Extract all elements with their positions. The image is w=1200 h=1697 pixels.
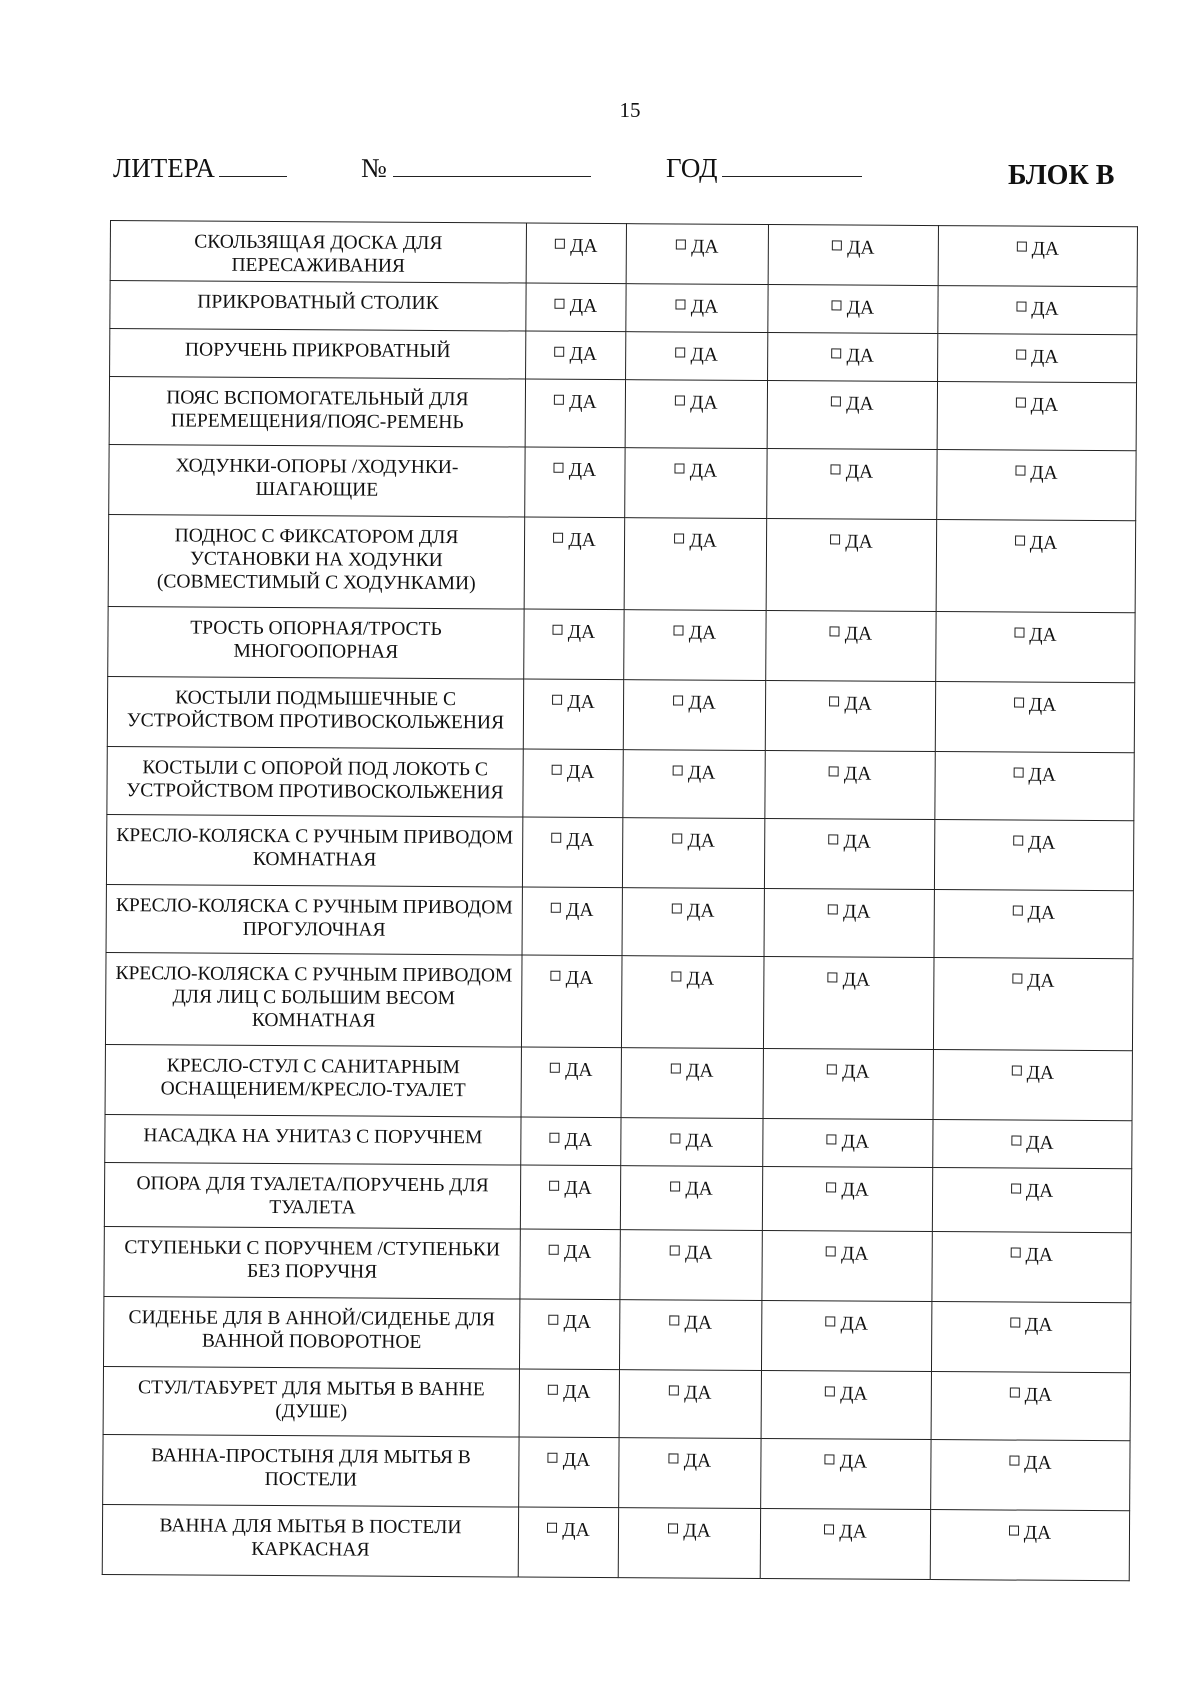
- yes-checkbox[interactable]: [1016, 350, 1026, 360]
- yes-option-cell: [763, 957, 934, 1050]
- yes-option-cell: [620, 1230, 762, 1301]
- yes-option-cell: [936, 612, 1135, 683]
- yes-checkbox[interactable]: [549, 1315, 559, 1325]
- yes-option-cell: [626, 284, 768, 333]
- yes-label: ДА: [1023, 1522, 1052, 1544]
- equipment-name: ХОДУНКИ-ОПОРЫ /ХОДУНКИ-ШАГАЮЩИЕ: [109, 444, 525, 517]
- yes-option-cell: [621, 1118, 763, 1167]
- table-row: [103, 1296, 1130, 1372]
- yes-label: ДА: [1030, 346, 1059, 368]
- table-row: [103, 1434, 1130, 1510]
- equipment-name: ВАННА-ПРОСТЫНЯ ДЛЯ МЫТЬЯ В ПОСТЕЛИ: [103, 1434, 519, 1507]
- table-row: [104, 1162, 1131, 1232]
- litera-blank-line[interactable]: [219, 150, 287, 177]
- yes-checkbox[interactable]: [549, 1245, 559, 1255]
- yes-label: ДА: [684, 1242, 713, 1264]
- yes-option-cell: [932, 1168, 1131, 1233]
- yes-label: ДА: [689, 460, 718, 482]
- yes-checkbox[interactable]: [552, 833, 562, 843]
- yes-checkbox[interactable]: [553, 625, 563, 635]
- yes-checkbox[interactable]: [827, 1134, 837, 1144]
- yes-checkbox[interactable]: [1010, 1388, 1020, 1398]
- yes-label: ДА: [564, 1129, 593, 1151]
- yes-option-cell: [519, 1369, 619, 1438]
- yes-option-cell: [521, 1117, 621, 1166]
- yes-checkbox[interactable]: [1015, 536, 1025, 546]
- yes-label: ДА: [688, 622, 717, 644]
- yes-label: ДА: [686, 968, 715, 990]
- year-field: [666, 150, 862, 184]
- yes-option-cell: [522, 817, 622, 888]
- yes-option-cell: [762, 1167, 932, 1232]
- yes-option-cell: [621, 1048, 763, 1119]
- litera-label: ЛИТЕРА: [113, 153, 215, 183]
- yes-option-cell: [526, 283, 626, 332]
- block-label: БЛОК В: [1008, 160, 1115, 191]
- yes-label: ДА: [1027, 832, 1056, 854]
- yes-checkbox[interactable]: [675, 395, 685, 405]
- yes-option-cell: [764, 889, 934, 958]
- yes-label: ДА: [687, 830, 715, 852]
- yes-option-cell: [937, 450, 1136, 521]
- yes-checkbox[interactable]: [1009, 1526, 1019, 1536]
- yes-label: ДА: [562, 1519, 590, 1541]
- yes-checkbox[interactable]: [1016, 398, 1026, 408]
- yes-label: ДА: [1025, 1244, 1053, 1266]
- yes-option-cell: [763, 1049, 933, 1120]
- yes-checkbox[interactable]: [825, 1386, 835, 1396]
- yes-checkbox[interactable]: [670, 1245, 680, 1255]
- yes-option-cell: [626, 332, 768, 381]
- table-row: [104, 1226, 1131, 1302]
- yes-option-cell: [761, 1371, 931, 1440]
- yes-checkbox[interactable]: [671, 1063, 681, 1073]
- yes-option-cell: [766, 611, 936, 682]
- yes-option-cell: [767, 449, 937, 520]
- table-row: [110, 281, 1137, 335]
- yes-label: ДА: [566, 761, 595, 783]
- yes-option-cell: [935, 682, 1134, 753]
- yes-checkbox[interactable]: [670, 1181, 680, 1191]
- yes-label: ДА: [689, 530, 717, 552]
- table-row: [103, 1366, 1130, 1440]
- yes-checkbox[interactable]: [829, 696, 839, 706]
- table-row: [108, 514, 1136, 612]
- yes-label: ДА: [690, 296, 719, 318]
- yes-checkbox[interactable]: [671, 1133, 681, 1143]
- yes-option-cell: [938, 286, 1137, 335]
- yes-option-cell: [938, 226, 1137, 287]
- equipment-name: НАСАДКА НА УНИТАЗ С ПОРУЧНЕМ: [105, 1114, 521, 1165]
- yes-option-cell: [763, 1119, 933, 1168]
- yes-option-cell: [930, 1510, 1129, 1581]
- yes-checkbox[interactable]: [831, 348, 841, 358]
- equipment-name: КРЕСЛО-КОЛЯСКА С РУЧНЫМ ПРИВОДОМ ПРОГУЛОЧНАЯ: [106, 884, 522, 955]
- yes-checkbox[interactable]: [829, 766, 839, 776]
- yes-checkbox[interactable]: [554, 395, 564, 405]
- yes-option-cell: [521, 1047, 621, 1118]
- equipment-name: СТУПЕНЬКИ С ПОРУЧНЕМ /СТУПЕНЬКИ БЕЗ ПОРУЧНЯ: [104, 1226, 520, 1299]
- yes-label: ДА: [841, 1131, 870, 1153]
- yes-option-cell: [765, 751, 935, 820]
- yes-option-cell: [931, 1302, 1130, 1373]
- yes-option-cell: [520, 1165, 620, 1230]
- yes-checkbox[interactable]: [674, 625, 684, 635]
- equipment-name: ОПОРА ДЛЯ ТУАЛЕТА/ПОРУЧЕНЬ ДЛЯ ТУАЛЕТА: [104, 1162, 520, 1229]
- yes-option-cell: [523, 679, 623, 750]
- yes-label: ДА: [569, 343, 597, 365]
- yes-checkbox[interactable]: [676, 239, 686, 249]
- yes-checkbox[interactable]: [827, 1064, 837, 1074]
- yes-checkbox[interactable]: [824, 1524, 834, 1534]
- number-field: [361, 150, 591, 184]
- yes-option-cell: [624, 518, 767, 611]
- yes-label: ДА: [567, 691, 595, 713]
- yes-label: ДА: [684, 1312, 713, 1334]
- yes-checkbox[interactable]: [1012, 974, 1022, 984]
- table-row: [109, 444, 1136, 520]
- yes-label: ДА: [1026, 1062, 1055, 1084]
- yes-checkbox[interactable]: [555, 299, 565, 309]
- yes-checkbox[interactable]: [673, 695, 683, 705]
- yes-checkbox[interactable]: [670, 1315, 680, 1325]
- yes-label: ДА: [1029, 532, 1058, 554]
- yes-option-cell: [618, 1508, 760, 1579]
- yes-label: ДА: [844, 693, 872, 715]
- equipment-name: КРЕСЛО-КОЛЯСКА С РУЧНЫМ ПРИВОДОМ ДЛЯ ЛИЦ С БОЛЬШИМ ВЕСОМ КОМНАТНАЯ: [105, 952, 522, 1047]
- yes-checkbox[interactable]: [550, 1063, 560, 1073]
- yes-option-cell: [525, 447, 625, 518]
- yes-label: ДА: [691, 236, 719, 258]
- yes-label: ДА: [690, 344, 718, 366]
- yes-checkbox[interactable]: [1011, 1184, 1021, 1194]
- equipment-name: ПОДНОС С ФИКСАТОРОМ ДЛЯ УСТАНОВКИ НА ХОДУНКИ (СОВМЕСТИМЫЙ С ХОДУНКАМИ): [108, 514, 525, 609]
- yes-label: ДА: [839, 1521, 867, 1543]
- yes-label: ДА: [563, 1381, 591, 1403]
- yes-option-cell: [623, 750, 765, 819]
- yes-option-cell: [518, 1507, 618, 1578]
- yes-option-cell: [524, 609, 624, 680]
- yes-label: ДА: [843, 901, 871, 923]
- yes-checkbox[interactable]: [828, 972, 838, 982]
- yes-checkbox[interactable]: [1009, 1456, 1019, 1466]
- yes-option-cell: [619, 1438, 761, 1509]
- table-row: [107, 676, 1134, 752]
- table-row: [110, 329, 1137, 383]
- yes-label: ДА: [683, 1520, 711, 1542]
- yes-option-cell: [619, 1300, 761, 1371]
- yes-checkbox[interactable]: [552, 765, 562, 775]
- yes-checkbox[interactable]: [1014, 698, 1024, 708]
- yes-option-cell: [623, 680, 765, 751]
- yes-option-cell: [762, 1231, 932, 1302]
- yes-label: ДА: [1024, 1314, 1053, 1336]
- yes-checkbox[interactable]: [554, 463, 564, 473]
- yes-label: ДА: [840, 1243, 869, 1265]
- yes-option-cell: [767, 381, 937, 450]
- yes-option-cell: [519, 1437, 619, 1508]
- yes-label: ДА: [1024, 1384, 1053, 1406]
- equipment-name: ТРОСТЬ ОПОРНАЯ/ТРОСТЬ МНОГООПОРНАЯ: [108, 606, 524, 679]
- yes-label: ДА: [1027, 902, 1056, 924]
- yes-option-cell: [521, 955, 622, 1048]
- yes-option-cell: [626, 224, 768, 285]
- yes-label: ДА: [685, 1178, 713, 1200]
- yes-checkbox[interactable]: [831, 396, 841, 406]
- yes-option-cell: [938, 334, 1137, 383]
- yes-label: ДА: [565, 967, 594, 989]
- yes-option-cell: [768, 225, 938, 286]
- yes-checkbox[interactable]: [555, 239, 565, 249]
- yes-checkbox[interactable]: [831, 464, 841, 474]
- yes-label: ДА: [845, 461, 874, 483]
- yes-label: ДА: [846, 345, 874, 367]
- yes-checkbox[interactable]: [553, 533, 563, 543]
- equipment-name: КРЕСЛО-СТУЛ С САНИТАРНЫМ ОСНАЩЕНИЕМ/КРЕСЛО-ТУАЛЕТ: [105, 1044, 521, 1117]
- yes-label: ДА: [1029, 624, 1057, 646]
- yes-checkbox[interactable]: [668, 1523, 678, 1533]
- yes-checkbox[interactable]: [832, 240, 842, 250]
- yes-label: ДА: [1028, 764, 1056, 786]
- yes-label: ДА: [1026, 1132, 1054, 1154]
- equipment-name: КОСТЫЛИ ПОДМЫШЕЧНЫЕ С УСТРОЙСТВОМ ПРОТИВОСКОЛЬЖЕНИЯ: [107, 676, 523, 749]
- number-label: №: [361, 153, 387, 183]
- yes-label: ДА: [690, 392, 718, 414]
- table-row: [105, 1114, 1132, 1168]
- yes-checkbox[interactable]: [1012, 1066, 1022, 1076]
- yes-checkbox[interactable]: [547, 1523, 557, 1533]
- yes-label: ДА: [842, 969, 871, 991]
- year-label: ГОД: [666, 153, 718, 183]
- year-blank-line[interactable]: [722, 150, 862, 177]
- yes-label: ДА: [843, 831, 871, 853]
- yes-checkbox[interactable]: [673, 765, 683, 775]
- yes-option-cell: [760, 1508, 930, 1579]
- equipment-name: ПОРУЧЕНЬ ПРИКРОВАТНЫЙ: [110, 329, 526, 380]
- equipment-name: ПРИКРОВАТНЫЙ СТОЛИК: [110, 281, 526, 332]
- yes-option-cell: [765, 681, 935, 752]
- yes-label: ДА: [565, 1059, 593, 1081]
- yes-label: ДА: [563, 1311, 592, 1333]
- yes-checkbox[interactable]: [672, 833, 682, 843]
- yes-option-cell: [761, 1301, 931, 1372]
- table-row: [107, 746, 1134, 820]
- yes-option-cell: [935, 752, 1134, 821]
- litera-field: [113, 150, 287, 184]
- yes-option-cell: [934, 820, 1133, 891]
- yes-checkbox[interactable]: [1016, 302, 1026, 312]
- yes-option-cell: [620, 1166, 762, 1231]
- yes-checkbox[interactable]: [548, 1453, 558, 1463]
- yes-option-cell: [768, 333, 938, 382]
- yes-option-cell: [768, 285, 938, 334]
- yes-label: ДА: [845, 531, 873, 553]
- yes-checkbox[interactable]: [1015, 466, 1025, 476]
- yes-option-cell: [625, 380, 767, 449]
- yes-checkbox[interactable]: [1010, 1248, 1020, 1258]
- yes-label: ДА: [566, 899, 594, 921]
- yes-checkbox[interactable]: [552, 695, 562, 705]
- equipment-name: ВАННА ДЛЯ МЫТЬЯ В ПОСТЕЛИ КАРКАСНАЯ: [102, 1504, 518, 1577]
- yes-label: ДА: [566, 829, 594, 851]
- yes-checkbox[interactable]: [828, 904, 838, 914]
- yes-label: ДА: [841, 1179, 869, 1201]
- yes-checkbox[interactable]: [830, 534, 840, 544]
- yes-checkbox[interactable]: [826, 1182, 836, 1192]
- yes-label: ДА: [564, 1177, 592, 1199]
- yes-option-cell: [933, 958, 1133, 1051]
- yes-option-cell: [624, 610, 766, 681]
- yes-option-cell: [933, 1050, 1132, 1121]
- yes-label: ДА: [1030, 394, 1059, 416]
- yes-option-cell: [621, 956, 764, 1049]
- yes-option-cell: [936, 520, 1136, 613]
- yes-checkbox[interactable]: [826, 1316, 836, 1326]
- yes-checkbox[interactable]: [1017, 242, 1027, 252]
- yes-option-cell: [934, 890, 1133, 959]
- yes-option-cell: [937, 382, 1136, 451]
- yes-checkbox[interactable]: [549, 1181, 559, 1191]
- equipment-table-body: [102, 221, 1137, 1581]
- yes-label: ДА: [1031, 298, 1059, 320]
- yes-label: ДА: [846, 393, 874, 415]
- yes-label: ДА: [569, 391, 597, 413]
- yes-option-cell: [526, 223, 626, 284]
- page-number: 15: [619, 98, 641, 122]
- yes-label: ДА: [567, 621, 596, 643]
- yes-checkbox[interactable]: [1010, 1318, 1020, 1328]
- yes-label: ДА: [843, 763, 872, 785]
- yes-option-cell: [931, 1440, 1130, 1511]
- yes-label: ДА: [1025, 1180, 1054, 1202]
- yes-option-cell: [523, 749, 623, 818]
- yes-label: ДА: [570, 235, 598, 257]
- yes-option-cell: [933, 1120, 1132, 1169]
- yes-checkbox[interactable]: [548, 1385, 558, 1395]
- yes-checkbox[interactable]: [1014, 628, 1024, 638]
- yes-label: ДА: [686, 1060, 714, 1082]
- yes-option-cell: [764, 819, 934, 890]
- yes-label: ДА: [1027, 970, 1055, 992]
- yes-checkbox[interactable]: [676, 299, 686, 309]
- table-row: [105, 1044, 1132, 1120]
- yes-label: ДА: [687, 900, 715, 922]
- equipment-name: СКОЛЬЗЯЩАЯ ДОСКА ДЛЯ ПЕРЕСАЖИВАНИЯ: [110, 221, 526, 284]
- yes-label: ДА: [683, 1450, 712, 1472]
- table-row: [102, 1504, 1129, 1580]
- yes-label: ДА: [839, 1451, 868, 1473]
- yes-checkbox[interactable]: [1011, 1136, 1021, 1146]
- yes-option-cell: [519, 1299, 619, 1370]
- yes-checkbox[interactable]: [1013, 836, 1023, 846]
- table-row: [108, 606, 1135, 682]
- equipment-name: КОСТЫЛИ С ОПОРОЙ ПОД ЛОКОТЬ С УСТРОЙСТВОМ ПРОТИВОСКОЛЬЖЕНИЯ: [107, 746, 523, 817]
- table-row: [105, 952, 1133, 1050]
- yes-label: ДА: [687, 762, 716, 784]
- yes-checkbox[interactable]: [669, 1453, 679, 1463]
- yes-checkbox[interactable]: [826, 1246, 836, 1256]
- table-row: [109, 377, 1136, 451]
- yes-label: ДА: [562, 1449, 591, 1471]
- yes-label: ДА: [1028, 694, 1057, 716]
- yes-option-cell: [622, 818, 764, 889]
- yes-label: ДА: [1031, 238, 1060, 260]
- yes-label: ДА: [842, 1061, 870, 1083]
- table-row: [106, 884, 1133, 958]
- yes-label: ДА: [840, 1313, 869, 1335]
- equipment-name: СИДЕНЬЕ ДЛЯ В АННОЙ/СИДЕНЬЕ ДЛЯ ВАННОЙ ПОВОРОТНОЕ: [103, 1296, 519, 1369]
- yes-checkbox[interactable]: [825, 1454, 835, 1464]
- yes-label: ДА: [563, 1241, 592, 1263]
- yes-checkbox[interactable]: [830, 626, 840, 636]
- yes-option-cell: [524, 517, 625, 610]
- yes-option-cell: [931, 1372, 1130, 1441]
- yes-checkbox[interactable]: [674, 533, 684, 543]
- yes-label: ДА: [568, 529, 596, 551]
- yes-checkbox[interactable]: [554, 347, 564, 357]
- yes-checkbox[interactable]: [551, 971, 561, 981]
- yes-checkbox[interactable]: [550, 1133, 560, 1143]
- equipment-name: СТУЛ/ТАБУРЕТ ДЛЯ МЫТЬЯ В ВАННЕ (ДУШЕ): [103, 1366, 519, 1437]
- yes-checkbox[interactable]: [675, 463, 685, 473]
- yes-label: ДА: [1024, 1452, 1052, 1474]
- equipment-table: [102, 220, 1138, 1581]
- yes-label: ДА: [568, 459, 597, 481]
- yes-checkbox[interactable]: [672, 971, 682, 981]
- yes-label: ДА: [1030, 462, 1058, 484]
- number-blank-line[interactable]: [393, 150, 591, 177]
- yes-label: ДА: [685, 1130, 714, 1152]
- yes-checkbox[interactable]: [551, 903, 561, 913]
- yes-option-cell: [520, 1229, 620, 1300]
- yes-label: ДА: [844, 623, 873, 645]
- yes-checkbox[interactable]: [828, 834, 838, 844]
- equipment-name: КРЕСЛО-КОЛЯСКА С РУЧНЫМ ПРИВОДОМ КОМНАТНАЯ: [106, 814, 522, 887]
- yes-label: ДА: [688, 692, 716, 714]
- yes-checkbox[interactable]: [672, 903, 682, 913]
- yes-option-cell: [766, 519, 937, 612]
- yes-label: ДА: [684, 1382, 712, 1404]
- yes-label: ДА: [840, 1383, 868, 1405]
- yes-option-cell: [622, 888, 764, 957]
- yes-checkbox[interactable]: [1013, 906, 1023, 916]
- table-row: [106, 814, 1133, 890]
- yes-option-cell: [522, 887, 622, 956]
- yes-label: ДА: [846, 297, 875, 319]
- yes-option-cell: [625, 448, 767, 519]
- yes-option-cell: [619, 1370, 761, 1439]
- yes-checkbox[interactable]: [832, 300, 842, 310]
- yes-option-cell: [526, 331, 626, 380]
- equipment-name: ПОЯС ВСПОМОГАТЕЛЬНЫЙ ДЛЯ ПЕРЕМЕЩЕНИЯ/ПОЯС-РЕМЕНЬ: [109, 377, 525, 448]
- yes-option-cell: [932, 1232, 1131, 1303]
- yes-checkbox[interactable]: [675, 347, 685, 357]
- table-row: [110, 221, 1137, 287]
- yes-label: ДА: [847, 237, 875, 259]
- yes-checkbox[interactable]: [1013, 768, 1023, 778]
- yes-label: ДА: [569, 295, 598, 317]
- yes-checkbox[interactable]: [669, 1385, 679, 1395]
- yes-option-cell: [761, 1438, 931, 1509]
- yes-option-cell: [525, 379, 625, 448]
